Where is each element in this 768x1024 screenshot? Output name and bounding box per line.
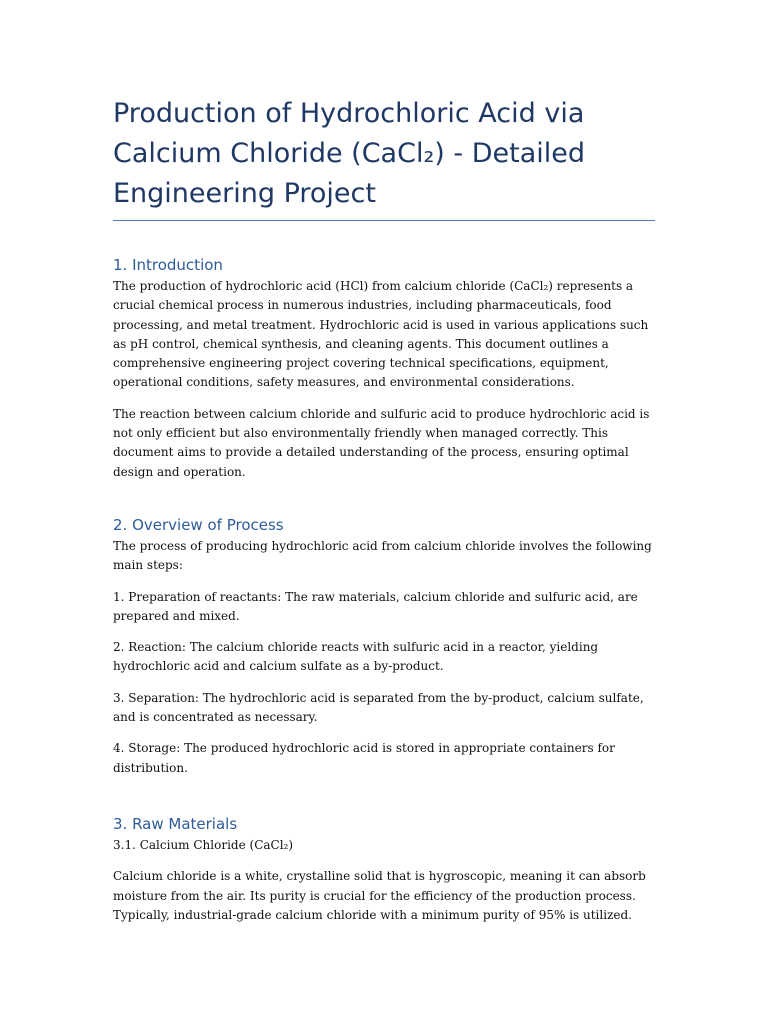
section-heading: 3. Raw Materials: [113, 815, 238, 833]
subsection-heading: 3.1. Calcium Chloride (CaCl₂): [113, 838, 294, 852]
section-heading: 2. Overview of Process: [113, 516, 284, 534]
document-title: Production of Hydrochloric Acid via Calcium Chloride (CaCl₂) - Detailed Engineering Project: [113, 98, 585, 209]
paragraph: The process of producing hydrochloric acid from calcium chloride involves the following main steps:: [113, 539, 652, 573]
paragraph: The reaction between calcium chloride and sulfuric acid to produce hydrochloric acid is not only efficient but also environmentally friendly when managed correctly. This document aims to provide a detailed understanding of the process, ensuring optimal design and operation.: [113, 406, 650, 479]
section-overview-of-process: [113, 514, 658, 778]
list-item: 4. Storage: The produced hydrochloric acid is stored in appropriate containers for distribution.: [113, 741, 615, 775]
title-underline: [113, 220, 655, 221]
section-introduction: [113, 254, 658, 482]
section-raw-materials: [113, 813, 658, 925]
list-item: 1. Preparation of reactants: The raw materials, calcium chloride and sulfuric acid, are prepared and mixed.: [113, 589, 638, 623]
list-item: 3. Separation: The hydrochloric acid is separated from the by-product, calcium sulfate, and is concentrated as necessary.: [113, 690, 644, 725]
paragraph: The production of hydrochloric acid (HCl) from calcium chloride (CaCl₂) represents a crucial chemical process in numerous industries, including pharmaceuticals, food processing, and metal treatment. Hydrochloric acid is used in various applications such as pH control, chemical synthesis, and cleaning agents. This document outlines a comprehensive engineering project covering technical specifications, equipment, operational conditions, safety measures, and environmental considerations.: [113, 279, 649, 390]
paragraph: Calcium chloride is a white, crystalline solid that is hygroscopic, meaning it can absorb moisture from the air. Its purity is crucial for the efficiency of the production process. Typically, industrial-grade calcium chloride with a minimum purity of 95% is utilized.: [113, 869, 646, 922]
section-heading: 1. Introduction: [113, 256, 223, 274]
list-item: 2. Reaction: The calcium chloride reacts with sulfuric acid in a reactor, yielding hydrochloric acid and calcium sulfate as a by-product.: [113, 640, 599, 674]
